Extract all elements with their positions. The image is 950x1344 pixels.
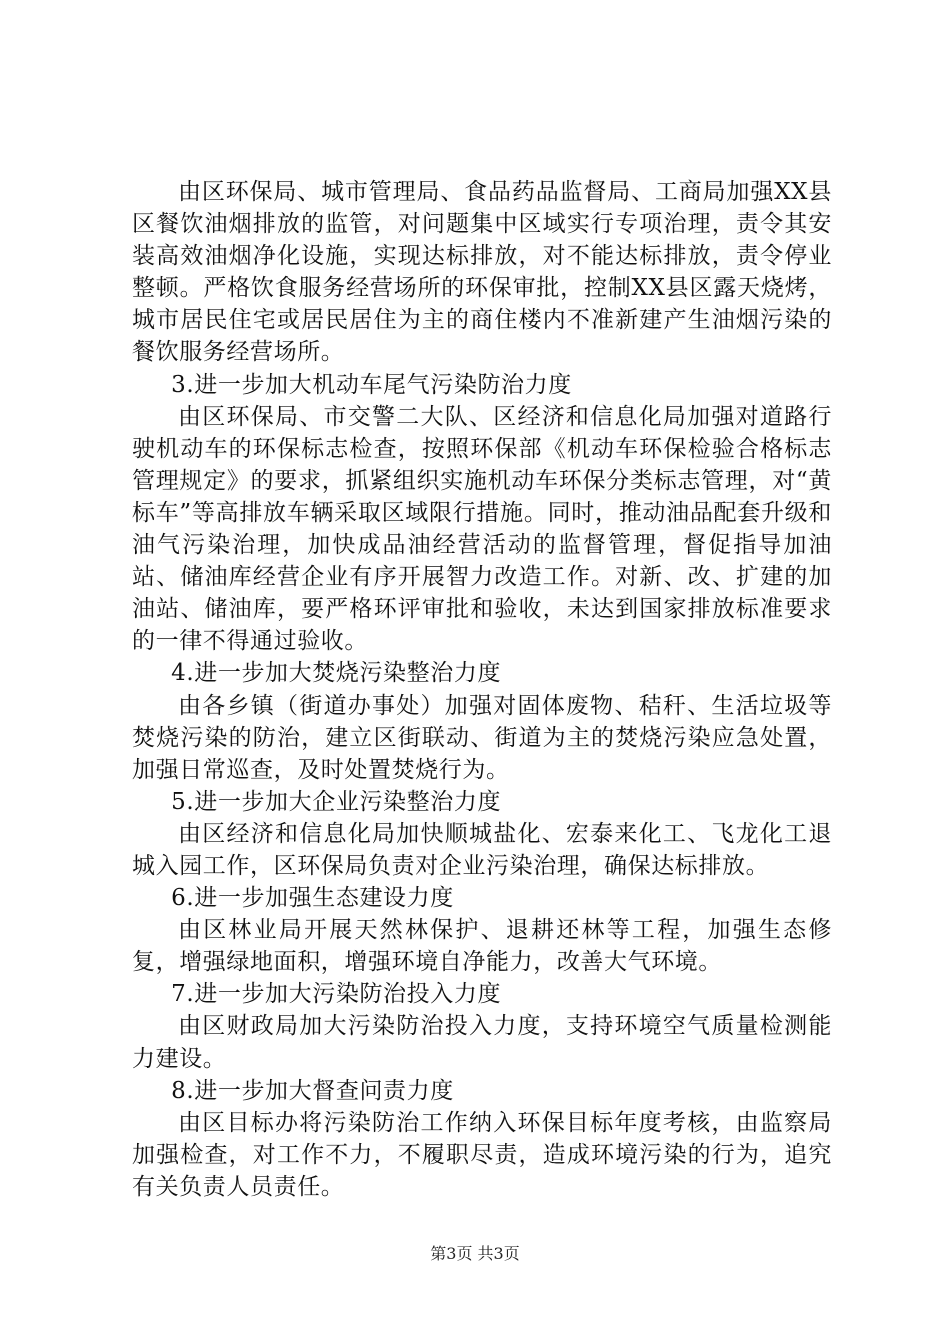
paragraph-vehicle-exhaust: 由区环保局、市交警二大队、区经济和信息化局加强对道路行驶机动车的环保标志检查，按照环保部《机动车环保检验合格标志管理规定》的要求，抓紧组织实施机动车环保分类标志管理，对“黄标车”等高排放车辆采取区域限行措施。同时，推动油品配套升级和油气污染治理，加快成品油经营活动的监督管理，督促指导加油站、储油库经营企业有序开展智力改造工作。对新、改、扩建的加油站、储油库，要严格环评审批和验收，未达到国家排放标准要求的一律不得通过验收。 — [132, 403, 832, 655]
paragraph-catering-fumes: 由区环保局、城市管理局、食品药品监督局、工商局加强XX县区餐饮油烟排放的监管，对问题集中区域实行专项治理，责令其安装高效油烟净化设施，实现达标排放，对不能达标排放，责令停业整顿。严格饮食服务经营场所的环保审批，控制XX县区露天烧烤，城市居民住宅或居民居住为主的商住楼内不准新建产生油烟污染的餐饮服务经营场所。 — [132, 179, 832, 366]
paragraph-pollution-investment: 由区财政局加大污染防治投入力度，支持环境空气质量检测能力建设。 — [132, 1013, 832, 1072]
section-heading-pollution-investment: 7.进一步加大污染防治投入力度 — [171, 981, 502, 1008]
paragraph-burning-pollution: 由各乡镇（街道办事处）加强对固体废物、秸秆、生活垃圾等焚烧污染的防治，建立区街联动、街道为主的焚烧污染应急处置，加强日常巡查，及时处置焚烧行为。 — [132, 692, 832, 783]
section-heading-burning-pollution: 4.进一步加大焚烧污染整治力度 — [171, 660, 502, 687]
page-number-footer: 第3页 共3页 — [430, 1244, 520, 1263]
paragraph-ecological-construction: 由区林业局开展天然林保护、退耕还林等工程，加强生态修复，增强绿地面积，增强环境自净能力，改善大气环境。 — [132, 917, 832, 976]
section-heading-ecological-construction: 6.进一步加强生态建设力度 — [171, 885, 454, 912]
paragraph-supervision-accountability: 由区目标办将污染防治工作纳入环保目标年度考核，由监察局加强检查，对工作不力，不履职尽责，造成环境污染的行为，追究有关负责人员责任。 — [132, 1109, 832, 1200]
paragraph-enterprise-pollution: 由区经济和信息化局加快顺城盐化、宏泰来化工、飞龙化工退城入园工作，区环保局负责对企业污染治理，确保达标排放。 — [132, 820, 832, 879]
section-heading-enterprise-pollution: 5.进一步加大企业污染整治力度 — [171, 788, 502, 815]
document-body — [132, 176, 832, 1203]
section-heading-supervision-accountability: 8.进一步加大督查问责力度 — [171, 1077, 454, 1104]
section-heading-vehicle-exhaust: 3.进一步加大机动车尾气污染防治力度 — [171, 371, 572, 398]
